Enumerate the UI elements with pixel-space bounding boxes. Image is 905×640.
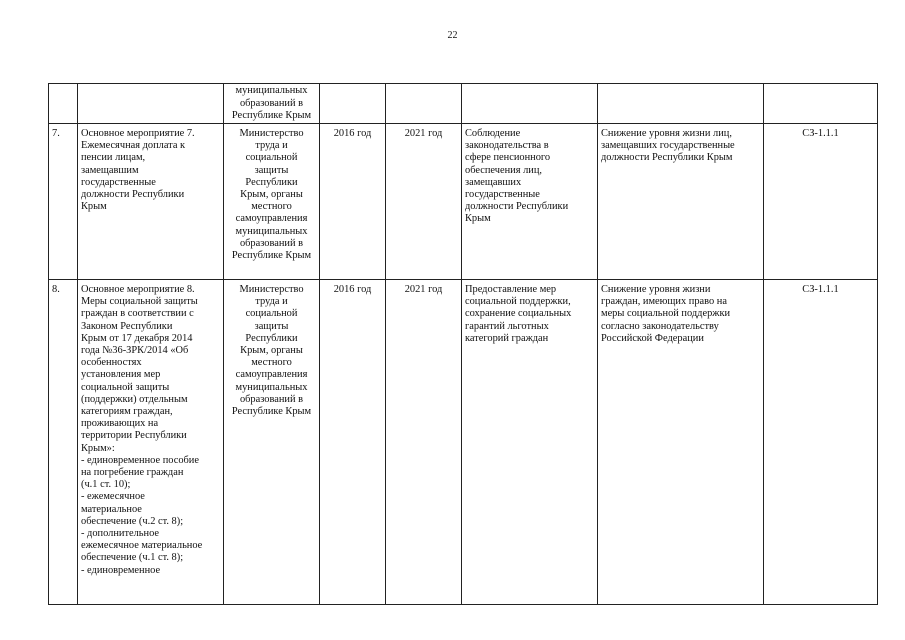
cell-result bbox=[462, 84, 598, 124]
cell-result: Предоставление мер социальной поддержки, сохранение социальных гарантий льготных категорий граждан bbox=[462, 280, 598, 605]
table-row bbox=[49, 124, 878, 280]
cell-consequence: Снижение уровня жизни лиц, замещавших государственные должности Республики Крым bbox=[598, 124, 764, 280]
cell-result: Соблюдение законодательства в сфере пенсионного обеспечения лиц, замещавших государственные должности Республики Крым bbox=[462, 124, 598, 280]
cell-end: 2021 год bbox=[386, 280, 462, 605]
cell-consequence: Снижение уровня жизни граждан, имеющих право на меры социальной поддержки согласно законодательству Российской Федерации bbox=[598, 280, 764, 605]
cell-num: 8. bbox=[49, 280, 78, 605]
cell-consequence bbox=[598, 84, 764, 124]
cell-name bbox=[78, 84, 224, 124]
cell-start: 2016 год bbox=[320, 280, 386, 605]
cell-end bbox=[386, 84, 462, 124]
cell-responsible: муниципальных образований в Республике Крым bbox=[224, 84, 320, 124]
cell-name: Основное мероприятие 8. Меры социальной защиты граждан в соответствии с Законом Республики Крым от 17 декабря 2014 года №36-ЗРК/2014 «Об особенностях установления мер социальной защиты (поддержки) отдельным категориям граждан, проживающих на территории Республики Крым»: - единовременное пособие на погребение граждан (ч.1 ст. 10); - ежемесячное материальное обеспечение (ч.2 ст. 8); - дополнительное ежемесячное материальное обеспечение (ч.1 ст. 8); - единовременное bbox=[78, 280, 224, 605]
cell-code: СЗ-1.1.1 bbox=[764, 124, 878, 280]
cell-code: СЗ-1.1.1 bbox=[764, 280, 878, 605]
table-row-continuation bbox=[49, 84, 878, 124]
cell-start: 2016 год bbox=[320, 124, 386, 280]
cell-num: 7. bbox=[49, 124, 78, 280]
cell-responsible: Министерство труда и социальной защиты Республики Крым, органы местного самоуправления муниципальных образований в Республике Крым bbox=[224, 280, 320, 605]
cell-name: Основное мероприятие 7. Ежемесячная доплата к пенсии лицам, замещавшим государственные должности Республики Крым bbox=[78, 124, 224, 280]
page-number: 22 bbox=[447, 30, 458, 41]
table-row bbox=[49, 280, 878, 605]
cell-start bbox=[320, 84, 386, 124]
cell-responsible: Министерство труда и социальной защиты Республики Крым, органы местного самоуправления муниципальных образований в Республике Крым bbox=[224, 124, 320, 280]
cell-code bbox=[764, 84, 878, 124]
measures-table bbox=[48, 83, 878, 605]
cell-num bbox=[49, 84, 78, 124]
cell-end: 2021 год bbox=[386, 124, 462, 280]
